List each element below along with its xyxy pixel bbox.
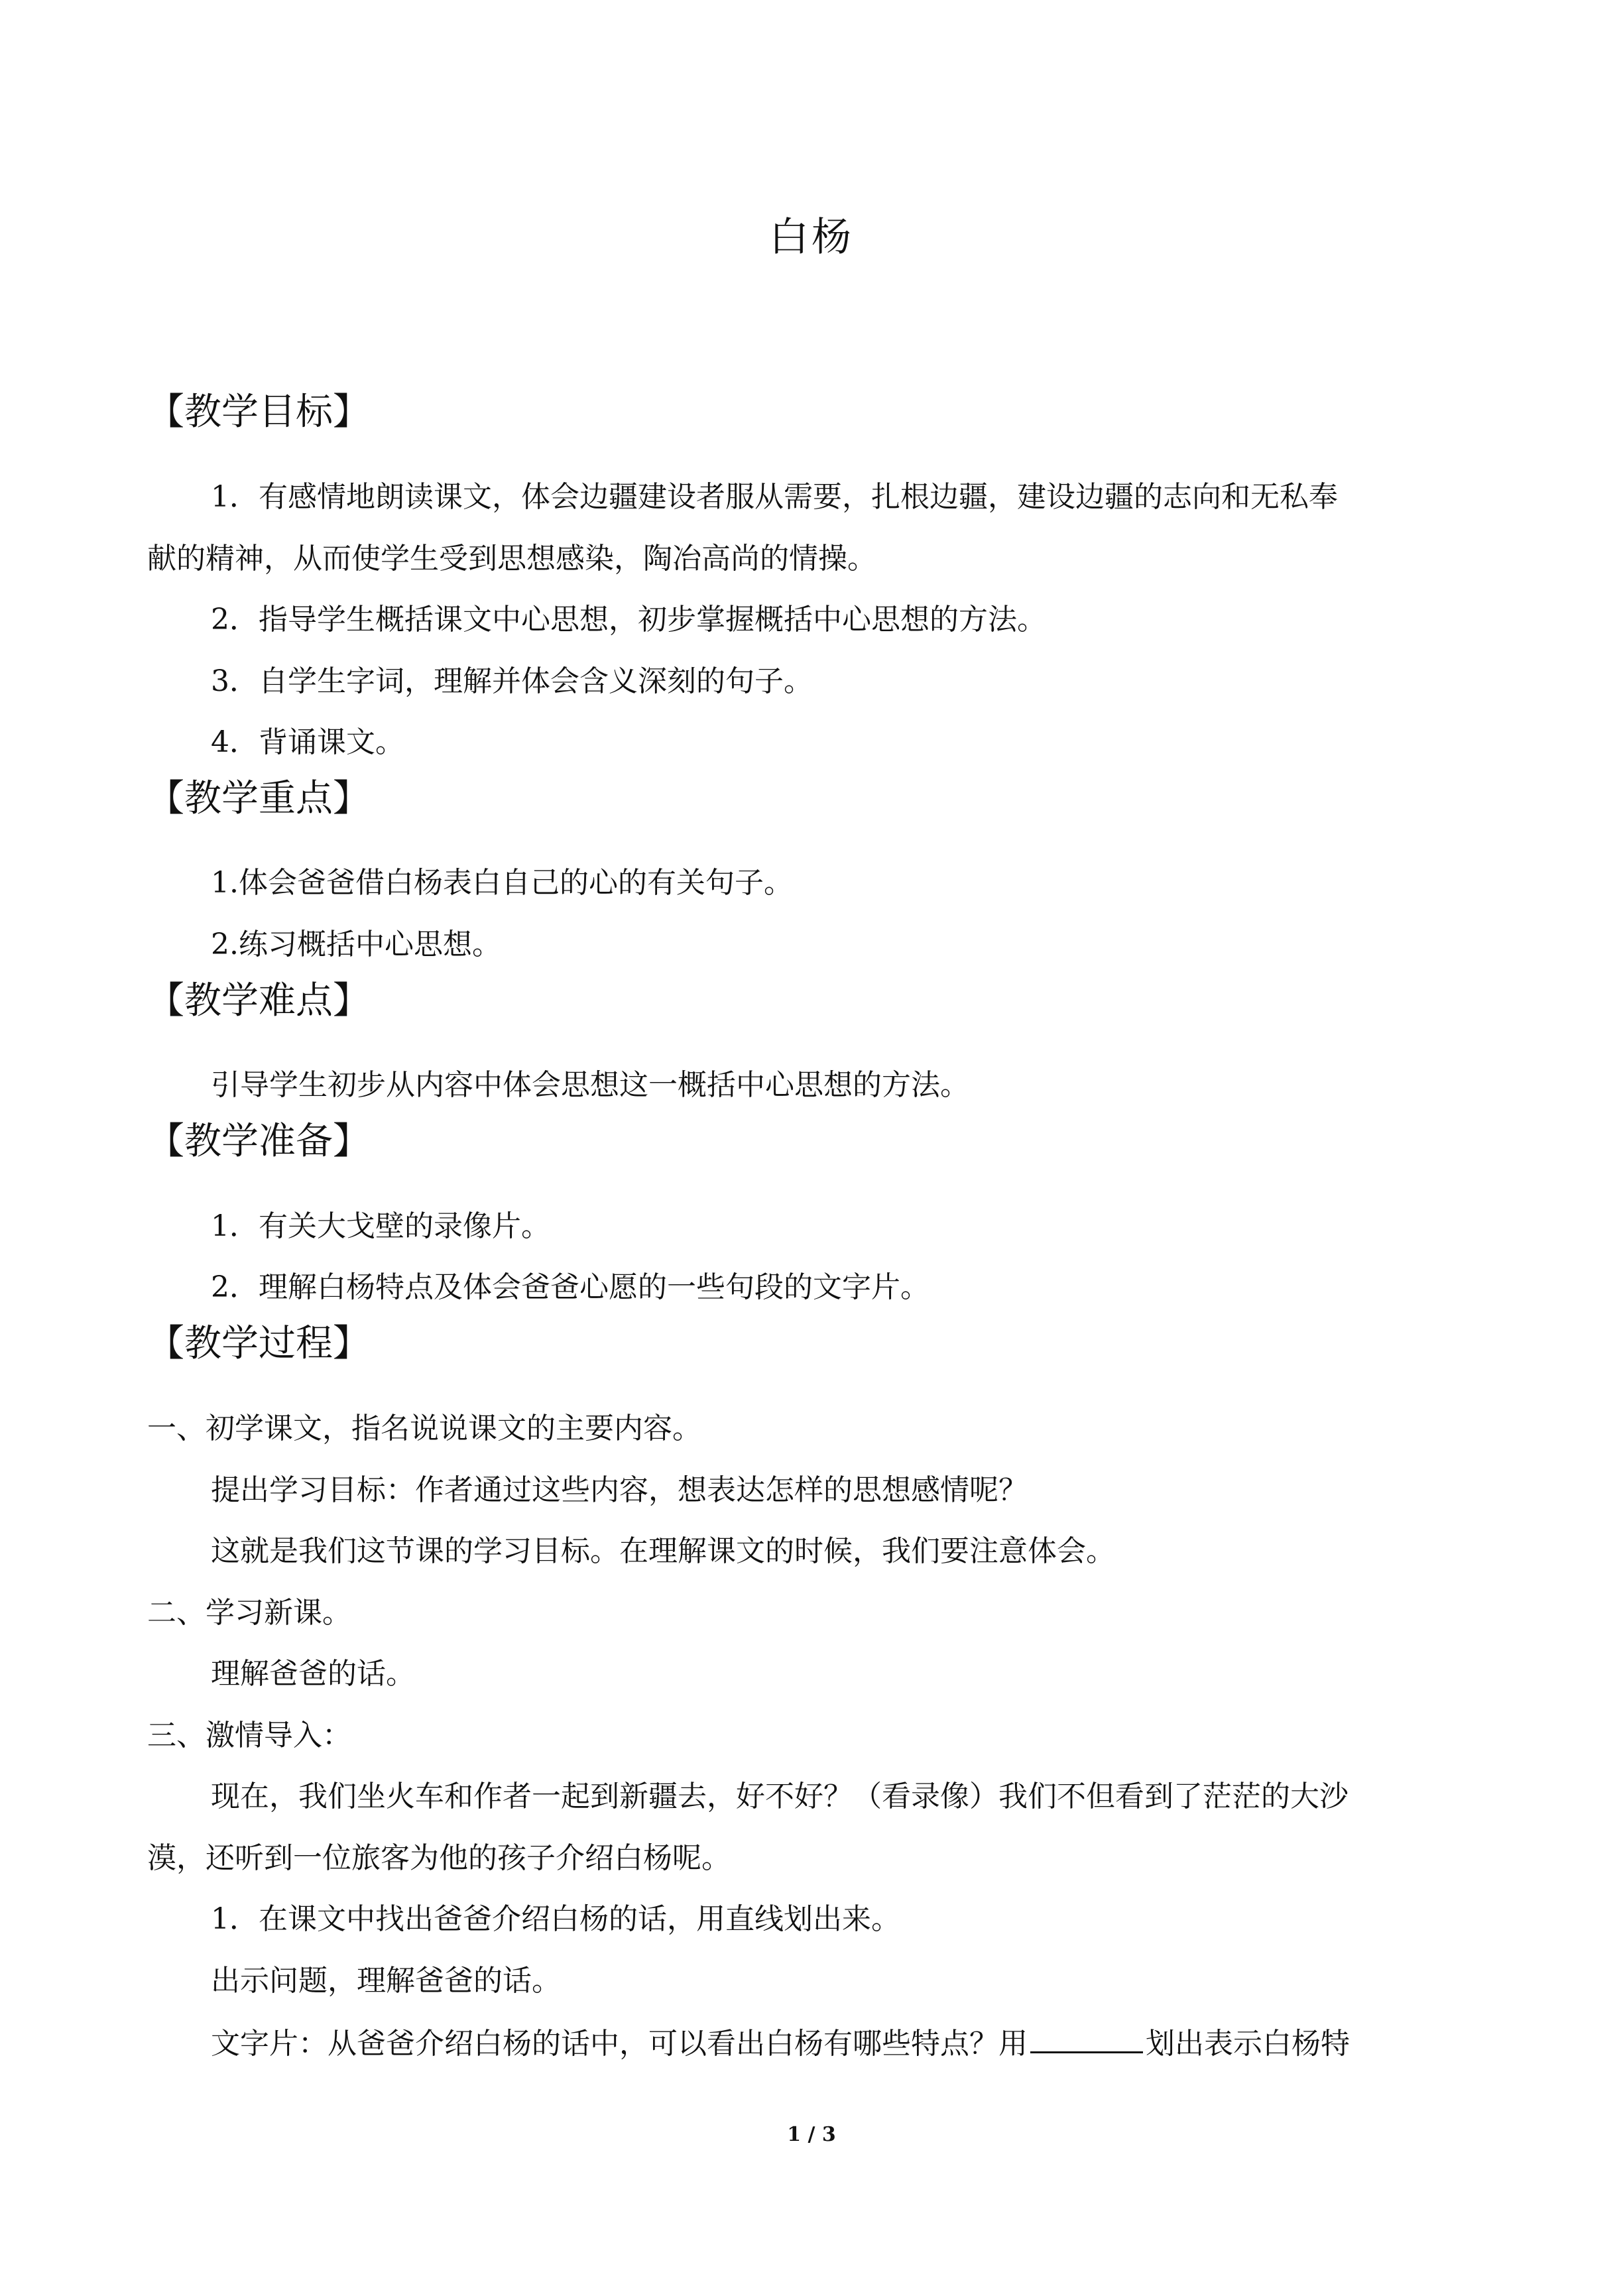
process-line-9: 出示问题，理解爸爸的话。 <box>211 1964 561 1998</box>
goal-line-3: 3．自学生字词，理解并体会含义深刻的句子。 <box>211 664 813 698</box>
heading-process: 【教学过程】 <box>147 1322 370 1365</box>
process-line-10-after: 划出表示白杨特 <box>1146 2027 1350 2061</box>
process-line-10 <box>211 2022 1350 2064</box>
heading-difficulties: 【教学难点】 <box>147 979 370 1022</box>
process-line-10-before: 文字片：从爸爸介绍白杨的话中，可以看出白杨有哪些特点？用 <box>211 2027 1028 2061</box>
preparation-line-1: 1．有关大戈壁的录像片。 <box>211 1209 550 1243</box>
process-line-6: 三、激情导入： <box>147 1719 351 1752</box>
page-number: 1 / 3 <box>787 2123 836 2146</box>
difficulty-line-1: 引导学生初步从内容中体会思想这一概括中心思想的方法。 <box>211 1068 969 1102</box>
process-line-1: 一、初学课文，指名说说课文的主要内容。 <box>147 1412 701 1445</box>
process-line-8: 1．在课文中找出爸爸介绍白杨的话，用直线划出来。 <box>211 1902 900 1936</box>
process-line-2: 提出学习目标：作者通过这些内容，想表达怎样的思想感情呢？ <box>211 1473 1028 1507</box>
goal-line-2: 2．指导学生概括课文中心思想，初步掌握概括中心思想的方法。 <box>211 603 1046 636</box>
process-line-3: 这就是我们这节课的学习目标。在理解课文的时候，我们要注意体会。 <box>211 1534 1115 1568</box>
heading-teaching-goals: 【教学目标】 <box>147 391 370 434</box>
key-point-line-1: 1.体会爸爸借白杨表白自己的心的有关句子。 <box>211 866 793 900</box>
goal-line-1-cont: 献的精神，从而使学生受到思想感染，陶冶高尚的情操。 <box>147 542 876 575</box>
heading-preparation: 【教学准备】 <box>147 1120 370 1163</box>
process-line-5: 理解爸爸的话。 <box>211 1657 415 1691</box>
document-title: 白杨 <box>769 214 854 261</box>
process-line-7-cont: 漠，还听到一位旅客为他的孩子介绍白杨呢。 <box>147 1841 731 1875</box>
goal-line-4: 4．背诵课文。 <box>211 725 404 759</box>
heading-key-points: 【教学重点】 <box>147 777 370 820</box>
process-line-7: 现在，我们坐火车和作者一起到新疆去，好不好？（看录像）我们不但看到了茫茫的大沙 <box>211 1780 1349 1813</box>
goal-line-1: 1．有感情地朗读课文，体会边疆建设者服从需要，扎根边疆，建设边疆的志向和无私奉 <box>211 480 1338 514</box>
preparation-line-2: 2．理解白杨特点及体会爸爸心愿的一些句段的文字片。 <box>211 1270 930 1304</box>
fill-in-blank <box>1030 2022 1143 2053</box>
key-point-line-2: 2.练习概括中心思想。 <box>211 928 501 961</box>
process-line-4: 二、学习新课。 <box>147 1596 351 1630</box>
